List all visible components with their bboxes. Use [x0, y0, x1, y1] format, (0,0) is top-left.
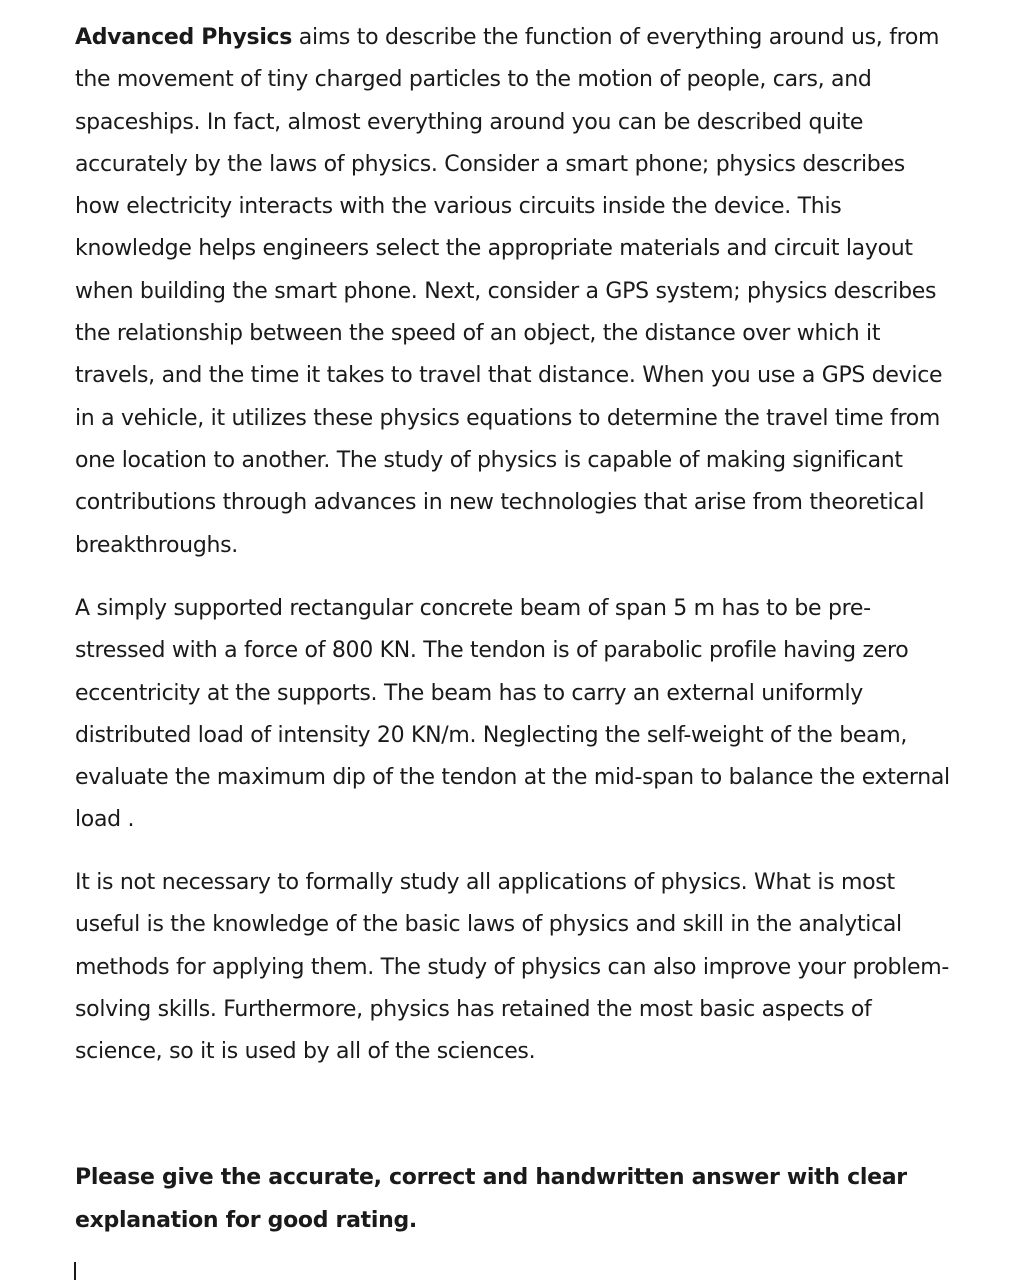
text-cursor [74, 1262, 76, 1280]
intro-paragraph-text: aims to describe the function of everything around us, from the movement of tiny charged particles to the motion of people, cars, and spaceships. In fact, almost everything around you can be described quite accurately by the laws of physics. Consider a smart phone; physics describes how electricity interacts with the various circuits inside the device. This knowledge helps engineers select the appropriate materials and circuit layout when building the smart phone. Next, consider a GPS system; physics describes the relationship between the speed of an object, the distance over which it travels, and the time it takes to travel that distance. When you use a GPS device in a vehicle, it utilizes these physics equations to determine the travel time from one location to another. The study of physics is capable of making significant contributions through advances in new technologies that arise from theoretical breakthroughs. [75, 25, 943, 558]
intro-paragraph [75, 17, 955, 567]
intro-lead-term: Advanced Physics [75, 25, 293, 50]
closing-paragraph: It is not necessary to formally study all applications of physics. What is most useful is the knowledge of the basic laws of physics and skill in the analytical methods for applying them. The study of physics can also improve your problem-solving skills. Furthermore, physics has retained the most basic aspects of science, so it is used by all of the sciences. [75, 870, 950, 1065]
problem-paragraph: A simply supported rectangular concrete beam of span 5 m has to be pre-stressed with a force of 800 KN. The tendon is of parabolic profile having zero eccentricity at the supports. The beam has to carry an external uniformly distributed load of intensity 20 KN/m. Neglecting the self-weight of the beam, evaluate the maximum dip of the tendon at the mid-span to balance the external load . [75, 596, 950, 833]
request-paragraph: Please give the accurate, correct and handwritten answer with clear explanation for good rating. [75, 1165, 907, 1233]
